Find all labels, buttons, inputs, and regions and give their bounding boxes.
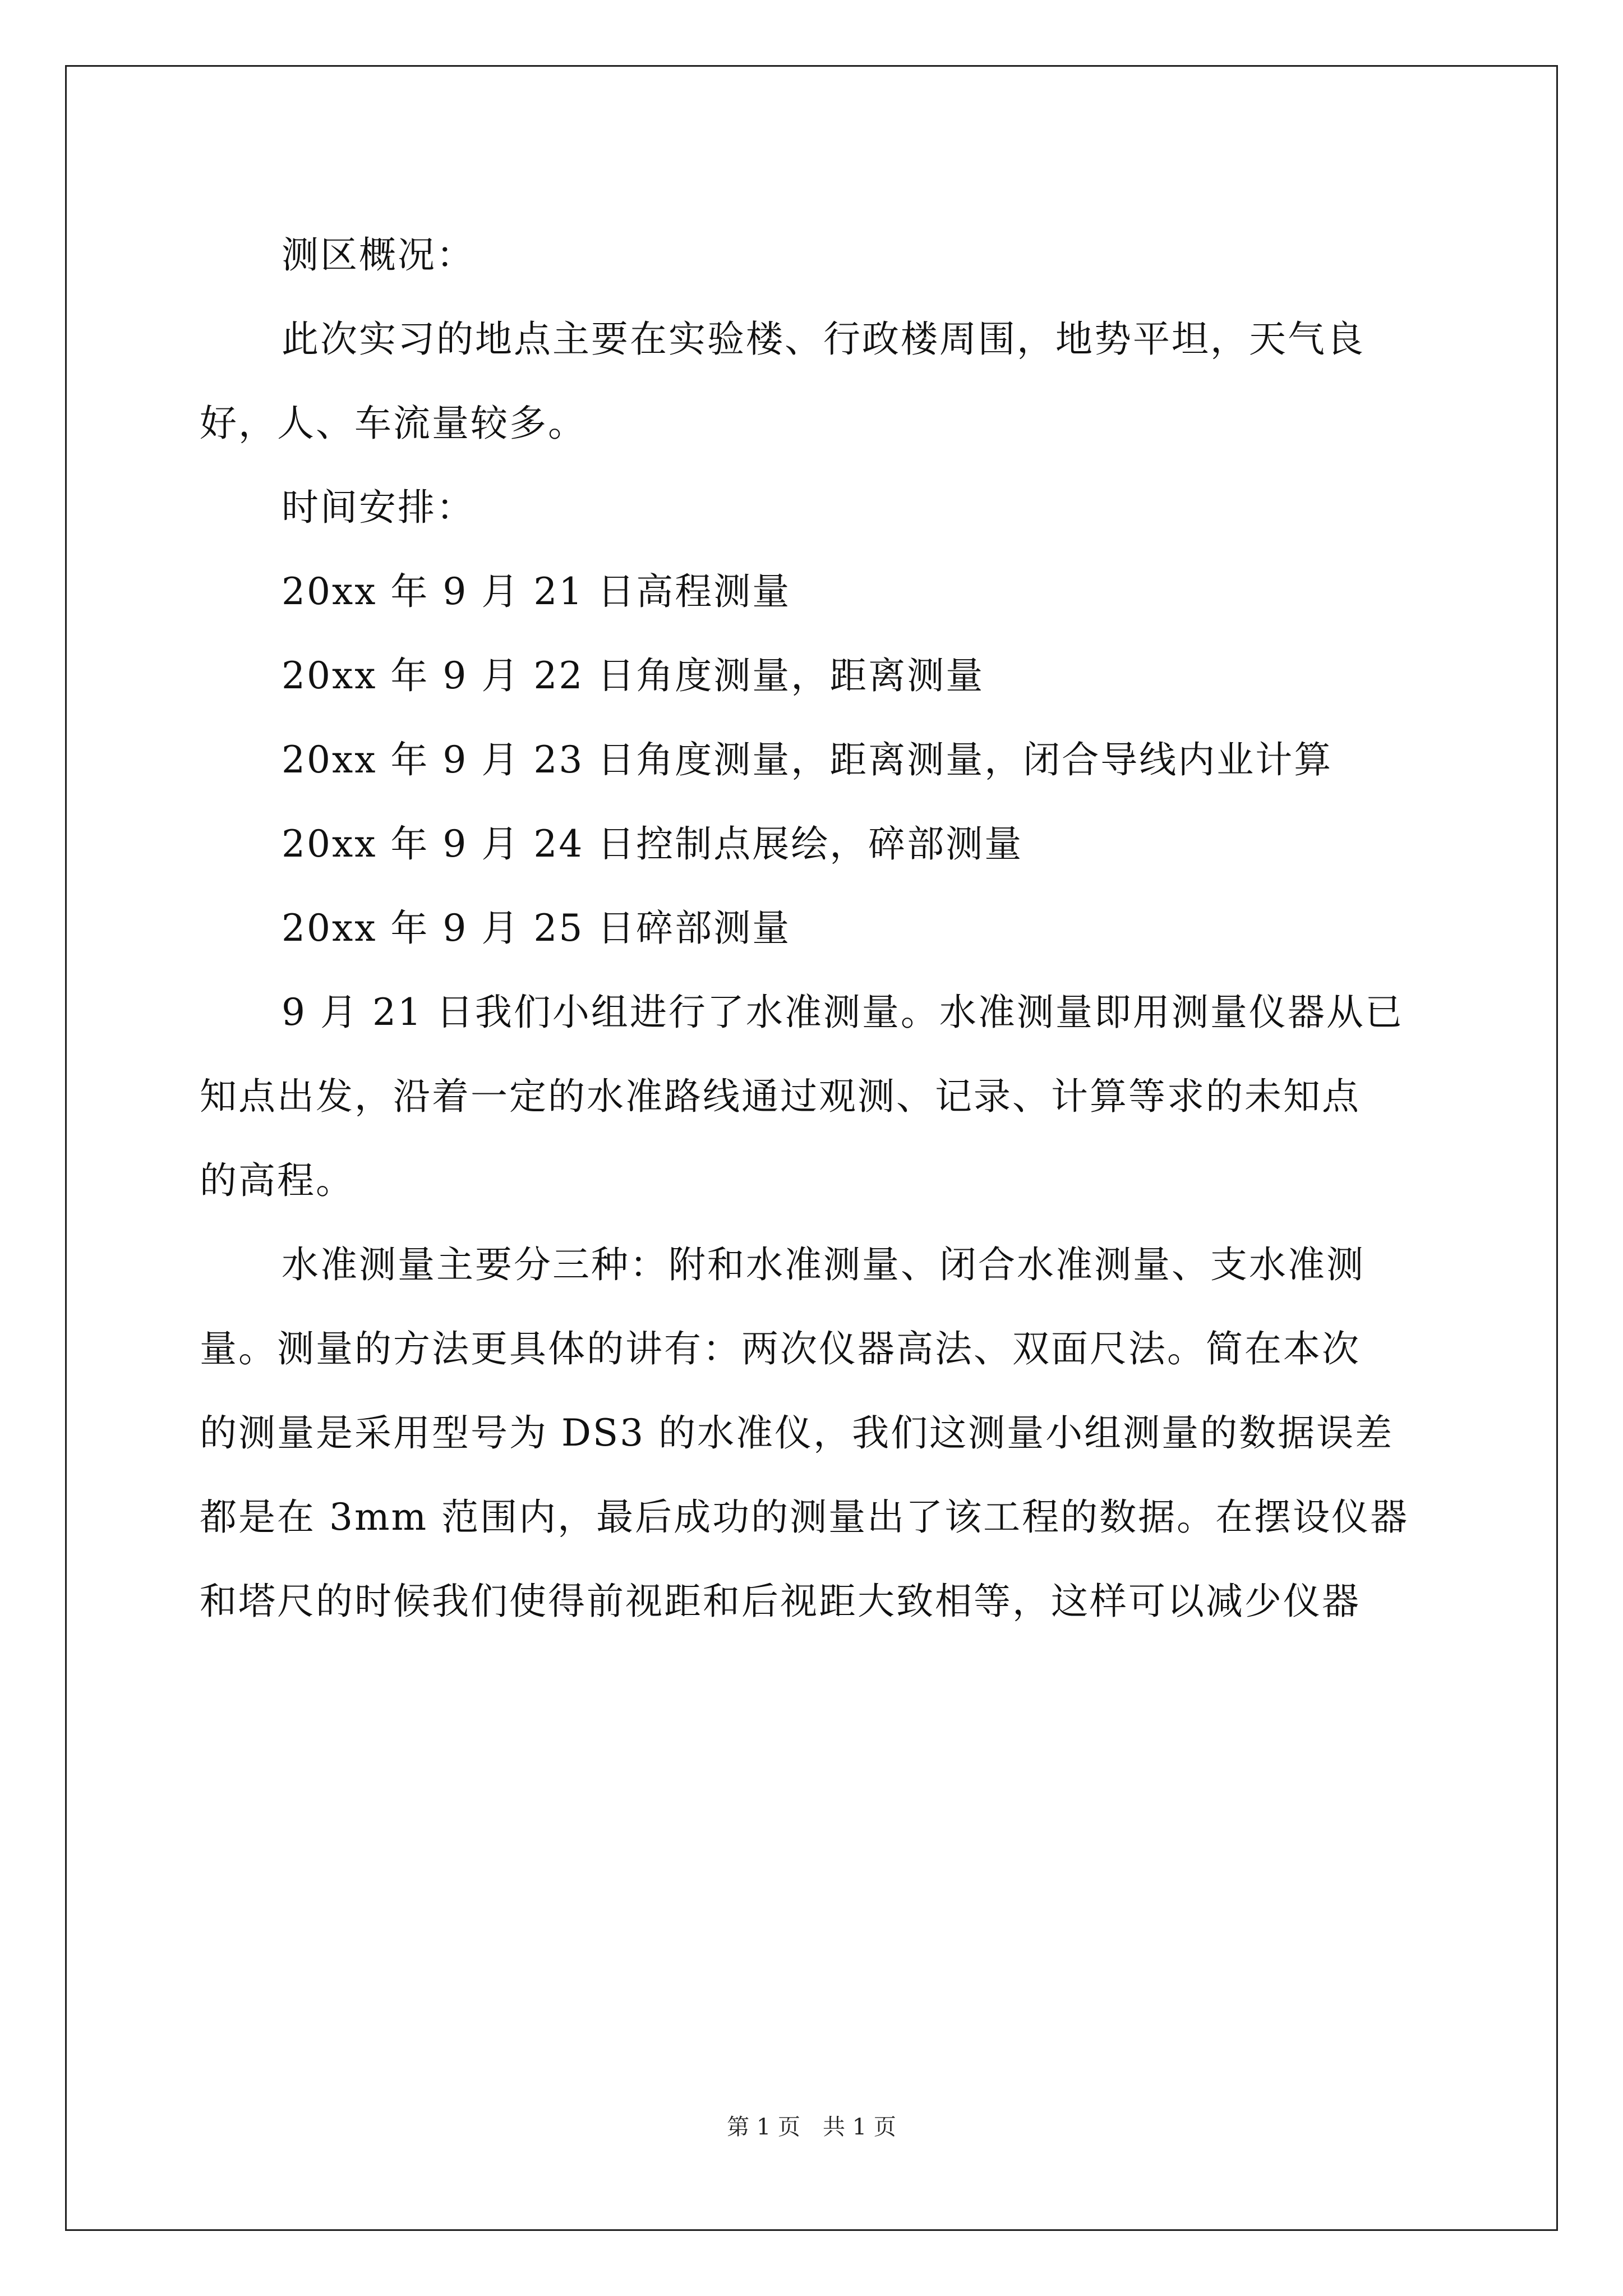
paragraph-line: 知点出发，沿着一定的水准路线通过观测、记录、计算等求的未知点: [200, 1075, 1361, 1118]
page-number-footer: 第 1 页 共 1 页: [727, 2114, 896, 2140]
paragraph-line: 都是在 3mm 范围内，最后成功的测量出了该工程的数据。在摆设仪器: [200, 1496, 1409, 1539]
paragraph-line: 20xx 年 9 月 25 日碎部测量: [282, 907, 791, 950]
paragraph-line: 好，人、车流量较多。: [200, 402, 587, 445]
paragraph-line: 20xx 年 9 月 23 日角度测量，距离测量，闭合导线内业计算: [282, 738, 1333, 781]
paragraph-line: 9 月 21 日我们小组进行了水准测量。水准测量即用测量仪器从已: [282, 991, 1404, 1034]
paragraph-line: 20xx 年 9 月 22 日角度测量，距离测量: [282, 654, 985, 697]
paragraph-line: 20xx 年 9 月 21 日高程测量: [282, 570, 791, 613]
paragraph-line: 此次实习的地点主要在实验楼、行政楼周围，地势平坦，天气良: [282, 318, 1365, 361]
paragraph-line: 水准测量主要分三种：附和水准测量、闭合水准测量、支水准测: [282, 1243, 1365, 1286]
document-body: [200, 213, 1424, 1644]
paragraph-line: 20xx 年 9 月 24 日控制点展绘，碎部测量: [282, 822, 1023, 866]
paragraph-line: 时间安排：: [282, 486, 475, 529]
paragraph-line: 的高程。: [200, 1159, 354, 1202]
paragraph-line: 的测量是采用型号为 DS3 的水准仪，我们这测量小组测量的数据误差: [200, 1411, 1394, 1455]
paragraph-line: 和塔尺的时候我们使得前视距和后视距大致相等，这样可以减少仪器: [200, 1580, 1361, 1623]
paragraph-line: 量。测量的方法更具体的讲有：两次仪器高法、双面尺法。简在本次: [200, 1327, 1361, 1370]
paragraph-line: 测区概况：: [282, 233, 475, 277]
